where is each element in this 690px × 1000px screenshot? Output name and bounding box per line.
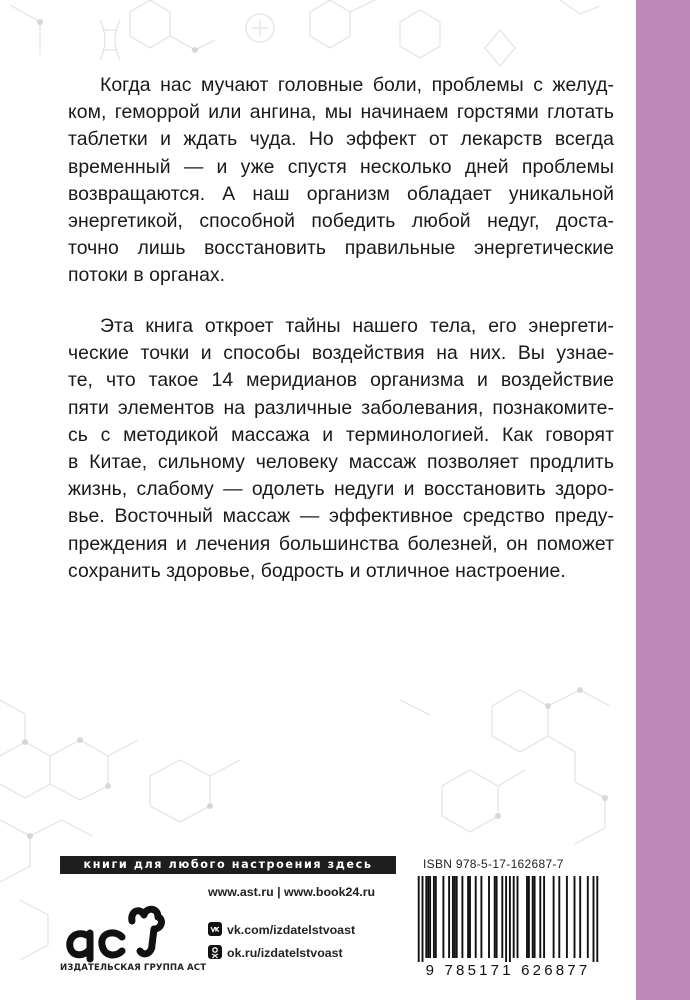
barcode-bars [410, 874, 606, 962]
barcode-bar [534, 876, 536, 958]
text-line: сь с методикой массажа и терминологией. Как говорят [68, 423, 614, 446]
website-links[interactable]: www.ast.ru | www.book24.ru [208, 885, 376, 899]
barcode-bar [467, 876, 469, 958]
barcode-bar [427, 876, 429, 958]
text-line: ком, геморрой или ангина, мы начинаем горстями глотать [68, 101, 614, 124]
description-paragraph-1 [68, 72, 614, 290]
text-line: Эта книга откроет тайны нашего тела, его энергети- [100, 315, 614, 337]
text-line: сохранить здоровье, бодрость и отличное настроение. [68, 559, 566, 582]
barcode-bar [454, 876, 456, 958]
isbn-label: ISBN 978-5-17-162687-7 [423, 857, 564, 871]
barcode-bar [532, 876, 534, 958]
text-line: возвращаются. А наш организм обладает уникальной [68, 182, 614, 205]
barcode-bar [553, 876, 555, 958]
barcode-bar [539, 876, 541, 958]
purple-spine-stripe [636, 0, 690, 1000]
barcode-bar [505, 876, 507, 962]
vk-link[interactable]: vk.com/izdatelstvoast [227, 923, 356, 937]
barcode-bar [513, 876, 515, 958]
barcode-bar [587, 876, 589, 958]
text-line: ческие точки и способы воздействия на них. Вы узнае- [68, 342, 614, 365]
barcode-bar [418, 876, 420, 962]
ast-logo [60, 885, 180, 970]
barcode-bar [528, 876, 530, 958]
text-line: те, что такое 14 меридианов организма и воздействие [68, 369, 614, 392]
description-paragraph-2 [68, 313, 614, 585]
barcode-bar [461, 876, 463, 958]
barcode-bar [579, 876, 581, 958]
barcode-bar [452, 876, 454, 958]
vk-icon [208, 922, 222, 936]
barcode-bar [429, 876, 431, 958]
ok-link[interactable]: ok.ru/izdatelstvoast [227, 946, 343, 960]
text-line: потоки в органах. [68, 264, 226, 287]
barcode-bar [433, 876, 435, 958]
barcode-digits: 9 785171 626877 [425, 962, 591, 979]
barcode-bar [475, 876, 477, 958]
barcode-bar [517, 876, 519, 958]
text-line: жизнь, слабому — одолеть недуги и восстановить здоро- [68, 478, 614, 501]
text-line: временный — и уже спустя несколько дней проблемы [68, 155, 614, 178]
tagline-banner: книги для любого настроения здесь [60, 856, 396, 874]
barcode-bar [501, 876, 503, 958]
barcode-bar [543, 876, 545, 958]
barcode-bar [488, 876, 490, 958]
barcode-bar [558, 876, 560, 958]
isbn-barcode [410, 874, 606, 984]
text-line: вье. Восточный массаж — эффективное средство преду- [68, 505, 614, 528]
barcode-bar [425, 876, 427, 958]
barcode-bar [509, 876, 511, 962]
barcode-bar [456, 876, 458, 958]
vk-link-row[interactable] [208, 922, 355, 938]
barcode-bar [526, 876, 528, 958]
ok-icon [208, 945, 222, 959]
barcode-bar [574, 876, 576, 958]
barcode-bar [496, 876, 498, 958]
text-line: Когда нас мучают головные боли, проблемы с желуд- [100, 74, 614, 96]
barcode-bar [494, 876, 496, 958]
ok-link-row[interactable] [208, 945, 343, 961]
text-line: в Китае, сильному человеку массаж позволяет продлить [68, 451, 614, 474]
text-line: энергетикой, способной победить любой недуг, доста- [68, 210, 614, 233]
barcode-bar [480, 876, 482, 958]
barcode-bar [442, 876, 444, 958]
publisher-caption: ИЗДАТЕЛЬСКАЯ ГРУППА АСТ [60, 963, 207, 973]
text-line: преждения и лечения большинства болезней, он поможет [68, 532, 614, 555]
barcode-bar [593, 876, 595, 962]
text-line: точно лишь восстановить правильные энергетические [68, 237, 614, 260]
barcode-bar [596, 876, 598, 962]
barcode-bar [435, 876, 437, 958]
barcode-bar [469, 876, 471, 958]
barcode-bar [422, 876, 424, 962]
text-line: таблетки и ждать чуда. Но эффект от лекарств всегда [68, 128, 614, 151]
barcode-bar [448, 876, 450, 958]
barcode-bar [566, 876, 568, 958]
text-line: пяти элементов на различные заболевания, познакомите- [68, 396, 614, 419]
